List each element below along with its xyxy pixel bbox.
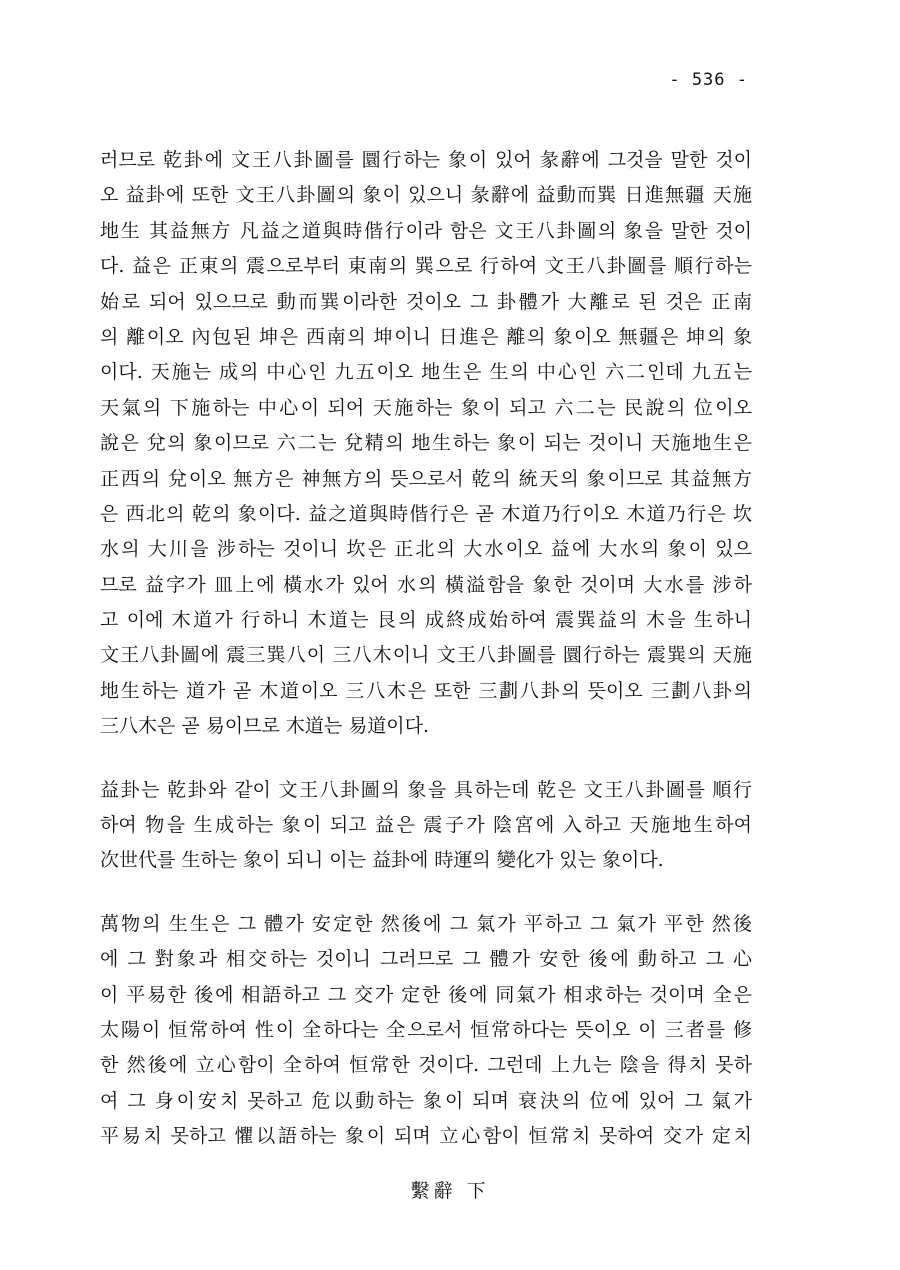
text-line: 이 平易한 後에 相語하고 그 交가 定한 後에 同氣가 相求하는 것이며 全은 <box>100 983 752 1006</box>
text-line: 이다. 天施는 成의 中心인 九五이오 地生은 生의 中心인 六二인데 九五는 <box>100 361 752 384</box>
text-line: 益卦는 乾卦와 같이 文王八卦圖의 象을 具하는데 乾은 文王八卦圖를 順行 <box>100 778 752 801</box>
paragraph-3 <box>100 907 752 1155</box>
paragraph-2 <box>100 773 752 879</box>
text-line: 은 西北의 乾의 象이다. 益之道與時偕行은 곧 木道乃行이오 木道乃行은 坎 <box>100 502 752 525</box>
text-line: 太陽이 恒常하여 性이 全하다는 全으로서 恒常하다는 뜻이오 이 三者를 修 <box>100 1018 752 1041</box>
text-line: 地生하는 道가 곧 木道이오 三八木은 또한 三劃八卦의 뜻이오 三劃八卦의 <box>100 679 752 702</box>
text-line: 萬物의 生生은 그 體가 安定한 然後에 그 氣가 平하고 그 氣가 平한 然後 <box>100 912 752 935</box>
text-line: 의 離이오 內包된 坤은 西南의 坤이니 日進은 離의 象이오 無疆은 坤의 象 <box>100 325 752 348</box>
text-line: 天氣의 下施하는 中心이 되어 天施하는 象이 되고 六二는 民說의 位이오 <box>100 396 752 419</box>
body-text <box>100 143 752 1183</box>
text-line: 다. 益은 正東의 震으로부터 東南의 巽으로 行하여 文王八卦圖를 順行하는 <box>100 255 752 278</box>
text-line: 여 그 身이安치 못하고 危以動하는 象이 되며 衰決의 位에 있어 그 氣가 <box>100 1089 752 1112</box>
text-line: 하여 物을 生成하는 象이 되고 益은 震子가 陰宮에 入하고 天施地生하여 <box>100 814 752 837</box>
text-line: 러므로 乾卦에 文王八卦圖를 圜行하는 象이 있어 彖辭에 그것을 말한 것이 <box>100 149 752 171</box>
text-line: 고 이에 木道가 行하니 木道는 艮의 成終成始하여 震巽益의 木을 生하니 <box>100 609 752 632</box>
paragraph-1 <box>100 143 752 745</box>
page-footer: 繫辭 下 <box>410 1180 490 1202</box>
text-line: 平易치 못하고 懼以語하는 象이 되며 立心함이 恒常치 못하여 交가 定치 <box>100 1125 752 1148</box>
text-line: 므로 益字가 皿上에 橫水가 있어 水의 橫溢함을 象한 것이며 大水를 涉하 <box>100 573 752 596</box>
text-line: 三八木은 곧 易이므로 木道는 易道이다. <box>100 715 430 738</box>
text-line: 에 그 對象과 相交하는 것이니 그러므로 그 體가 安한 後에 動하고 그 心 <box>100 948 752 971</box>
text-line: 水의 大川을 涉하는 것이니 坎은 正北의 大水이오 益에 大水의 象이 있으 <box>100 538 752 561</box>
text-line: 始로 되어 있으므로 動而巽이라한 것이오 그 卦體가 大離로 된 것은 正南 <box>100 290 752 313</box>
text-line: 地生 其益無方 凡益之道與時偕行이라 함은 文王八卦圖의 象을 말한 것이 <box>100 219 752 242</box>
page-number: - 536 - <box>669 70 748 90</box>
text-line: 文王八卦圖에 震三巽八이 三八木이니 文王八卦圖를 圜行하는 震巽의 天施 <box>100 644 752 667</box>
text-line: 次世代를 生하는 象이 되니 이는 益卦에 時運의 變化가 있는 象이다. <box>100 849 664 872</box>
text-line: 正西의 兌이오 無方은 神無方의 뜻으로서 乾의 統天의 象이므로 其益無方 <box>100 467 752 490</box>
text-line: 오 益卦에 또한 文王八卦圖의 象이 있으니 彖辭에 益動而巽 日進無疆 天施 <box>100 184 752 207</box>
text-line: 한 然後에 立心함이 全하여 恒常한 것이다. 그런데 上九는 陰을 得치 못하 <box>100 1054 752 1077</box>
text-line: 說은 兌의 象이므로 六二는 兌精의 地生하는 象이 되는 것이니 天施地生은 <box>100 432 752 455</box>
